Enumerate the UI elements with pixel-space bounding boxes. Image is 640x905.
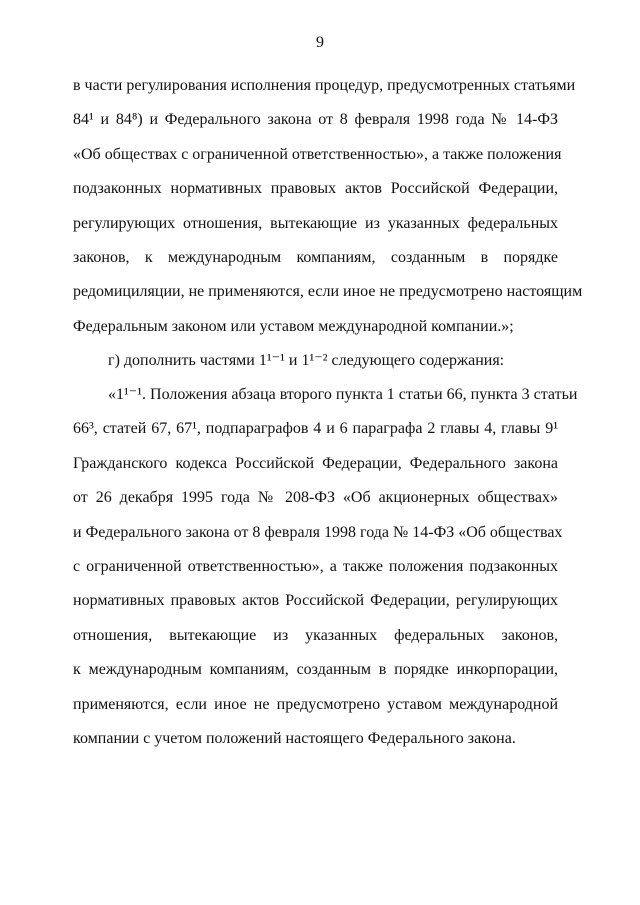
text-line: законов, к международным компаниям, созданным в порядке [73,248,558,266]
text-line: «Об обществах с ограниченной ответственностью», а также положения [73,145,562,163]
text-line: отношения, вытекающие из указанных федеральных законов, [73,626,558,644]
paragraph-continuation [73,69,583,344]
text-line: с ограниченной ответственностью», а также положения подзаконных [73,557,558,575]
text-line: в части регулирования исполнения процедур, предусмотренных статьями [73,77,576,94]
text-line: к международным компаниям, созданным в порядке инкорпорации, [73,661,558,679]
text-line: и Федерального закона от 8 февраля 1998 года № 14-ФЗ «Об обществах [73,523,563,541]
text-line: г) дополнить частями 1¹⁻¹ и 1¹⁻² следующего содержания: [108,352,505,369]
text-line: Федеральным законом или уставом международной компании.»; [73,317,514,335]
text-line: 84¹ и 84⁸) и Федерального закона от 8 февраля 1998 года № 14-ФЗ [73,111,558,129]
text-line: Гражданского кодекса Российской Федерации, Федерального закона [73,454,558,472]
paragraph-part-1-1 [73,378,578,756]
text-line: применяются, если иное не предусмотрено уставом международной [73,695,558,713]
page-number: 9 [316,34,324,51]
text-line: редомициляции, не применяются, если иное не предусмотрено настоящим [73,283,583,301]
text-line: от 26 декабря 1995 года № 208-ФЗ «Об акционерных обществах» [73,489,558,507]
text-line: подзаконных нормативных правовых актов Российской Федерации, [73,180,558,198]
text-line: нормативных правовых актов Российской Федерации, регулирующих [73,592,558,610]
text-line: компании с учетом положений настоящего Федерального закона. [73,729,516,747]
text-line: «1¹⁻¹. Положения абзаца второго пункта 1 статьи 66, пункта 3 статьи [108,386,578,403]
text-line: регулирующих отношения, вытекающие из указанных федеральных [73,214,558,232]
text-line: 66³, статей 67, 67¹, подпараграфов 4 и 6 параграфа 2 главы 4, главы 9¹ [73,420,558,438]
paragraph-subitem-g [73,344,558,378]
